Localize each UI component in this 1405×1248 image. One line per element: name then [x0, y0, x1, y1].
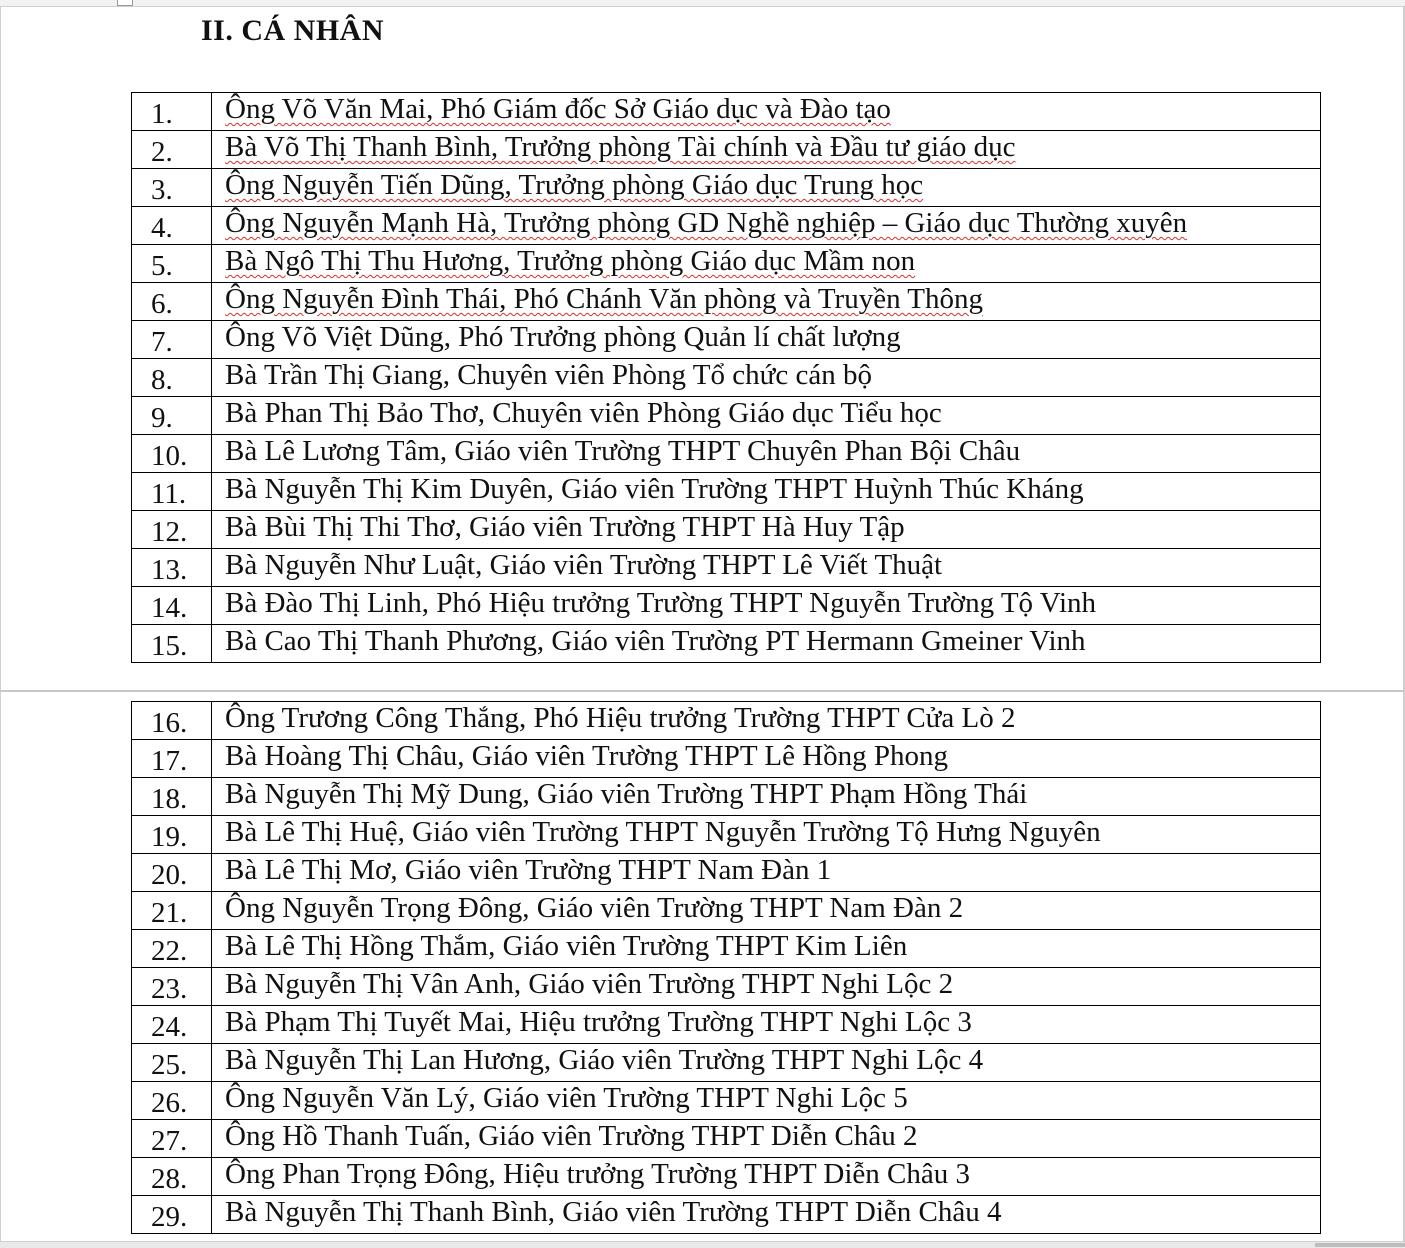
row-number: 1. — [132, 93, 212, 131]
row-number: 27. — [132, 1120, 212, 1158]
person-entry: Bà Lê Thị Mơ, Giáo viên Trường THPT Nam Đàn 1 — [212, 854, 1321, 892]
row-number: 24. — [132, 1006, 212, 1044]
row-number: 10. — [132, 435, 212, 473]
row-number: 15. — [132, 625, 212, 663]
table-row — [132, 359, 1321, 397]
table-row — [132, 740, 1321, 778]
person-entry: Bà Lê Thị Huệ, Giáo viên Trường THPT Nguyễn Trường Tộ Hưng Nguyên — [212, 816, 1321, 854]
page-top-strip — [0, 0, 1405, 7]
table-row — [132, 816, 1321, 854]
person-entry: Ông Phan Trọng Đông, Hiệu trưởng Trường THPT Diễn Châu 3 — [212, 1158, 1321, 1196]
table-row — [132, 321, 1321, 359]
person-entry: Ông Nguyễn Đình Thái, Phó Chánh Văn phòng và Truyền Thông — [212, 283, 1321, 321]
table-row — [132, 892, 1321, 930]
page-left-edge — [0, 6, 1, 1247]
table-row — [132, 93, 1321, 131]
table-row — [132, 397, 1321, 435]
row-number: 5. — [132, 245, 212, 283]
row-number: 6. — [132, 283, 212, 321]
table-row — [132, 778, 1321, 816]
person-entry: Bà Võ Thị Thanh Bình, Trưởng phòng Tài chính và Đầu tư giáo dục — [212, 131, 1321, 169]
table-row — [132, 207, 1321, 245]
table-row — [132, 930, 1321, 968]
row-number: 9. — [132, 397, 212, 435]
person-entry: Bà Bùi Thị Thi Thơ, Giáo viên Trường THPT Hà Huy Tập — [212, 511, 1321, 549]
row-number: 22. — [132, 930, 212, 968]
person-entry: Bà Lê Thị Hồng Thắm, Giáo viên Trường THPT Kim Liên — [212, 930, 1321, 968]
horizontal-scroll-thumb[interactable] — [1315, 1243, 1405, 1247]
table-row — [132, 625, 1321, 663]
row-number: 2. — [132, 131, 212, 169]
row-number: 4. — [132, 207, 212, 245]
page-break — [0, 690, 1405, 692]
person-entry: Ông Võ Việt Dũng, Phó Trưởng phòng Quản lí chất lượng — [212, 321, 1321, 359]
table-row — [132, 587, 1321, 625]
person-entry: Ông Nguyễn Văn Lý, Giáo viên Trường THPT Nghi Lộc 5 — [212, 1082, 1321, 1120]
row-number: 11. — [132, 473, 212, 511]
row-number: 8. — [132, 359, 212, 397]
row-number: 21. — [132, 892, 212, 930]
page-corner-marker — [117, 0, 133, 6]
person-entry: Bà Phan Thị Bảo Thơ, Chuyên viên Phòng Giáo dục Tiểu học — [212, 397, 1321, 435]
table-row — [132, 854, 1321, 892]
person-entry: Bà Nguyễn Thị Vân Anh, Giáo viên Trường THPT Nghi Lộc 2 — [212, 968, 1321, 1006]
person-entry: Bà Nguyễn Thị Mỹ Dung, Giáo viên Trường THPT Phạm Hồng Thái — [212, 778, 1321, 816]
row-number: 18. — [132, 778, 212, 816]
person-entry: Ông Nguyễn Trọng Đông, Giáo viên Trường THPT Nam Đàn 2 — [212, 892, 1321, 930]
individuals-table-page-2 — [131, 701, 1321, 1234]
table-row — [132, 473, 1321, 511]
table-row — [132, 1082, 1321, 1120]
row-number: 25. — [132, 1044, 212, 1082]
row-number: 29. — [132, 1196, 212, 1234]
person-entry: Ông Võ Văn Mai, Phó Giám đốc Sở Giáo dục và Đào tạo — [212, 93, 1321, 131]
person-entry: Bà Đào Thị Linh, Phó Hiệu trưởng Trường THPT Nguyễn Trường Tộ Vinh — [212, 587, 1321, 625]
table-row — [132, 1006, 1321, 1044]
person-entry: Ông Nguyễn Mạnh Hà, Trưởng phòng GD Nghề nghiệp – Giáo dục Thường xuyên — [212, 207, 1321, 245]
person-entry: Bà Hoàng Thị Châu, Giáo viên Trường THPT Lê Hồng Phong — [212, 740, 1321, 778]
individuals-table-body — [132, 702, 1321, 1234]
row-number: 3. — [132, 169, 212, 207]
row-number: 19. — [132, 816, 212, 854]
table-row — [132, 1158, 1321, 1196]
row-number: 7. — [132, 321, 212, 359]
person-entry: Bà Trần Thị Giang, Chuyên viên Phòng Tổ chức cán bộ — [212, 359, 1321, 397]
person-entry: Bà Ngô Thị Thu Hương, Trưởng phòng Giáo dục Mầm non — [212, 245, 1321, 283]
row-number: 14. — [132, 587, 212, 625]
table-row — [132, 968, 1321, 1006]
person-entry: Ông Nguyễn Tiến Dũng, Trưởng phòng Giáo dục Trung học — [212, 169, 1321, 207]
person-entry: Bà Nguyễn Như Luật, Giáo viên Trường THPT Lê Viết Thuật — [212, 549, 1321, 587]
row-number: 23. — [132, 968, 212, 1006]
row-number: 12. — [132, 511, 212, 549]
table-row — [132, 511, 1321, 549]
section-heading: II. CÁ NHÂN — [201, 14, 385, 47]
person-entry: Bà Nguyễn Thị Lan Hương, Giáo viên Trường THPT Nghi Lộc 4 — [212, 1044, 1321, 1082]
row-number: 28. — [132, 1158, 212, 1196]
individuals-table-body — [132, 93, 1321, 663]
row-number: 20. — [132, 854, 212, 892]
person-entry: Bà Lê Lương Tâm, Giáo viên Trường THPT Chuyên Phan Bội Châu — [212, 435, 1321, 473]
table-row — [132, 1196, 1321, 1234]
person-entry: Bà Nguyễn Thị Kim Duyên, Giáo viên Trường THPT Huỳnh Thúc Kháng — [212, 473, 1321, 511]
table-row — [132, 435, 1321, 473]
table-row — [132, 1120, 1321, 1158]
table-row — [132, 283, 1321, 321]
person-entry: Ông Hồ Thanh Tuấn, Giáo viên Trường THPT Diễn Châu 2 — [212, 1120, 1321, 1158]
row-number: 26. — [132, 1082, 212, 1120]
table-row — [132, 1044, 1321, 1082]
row-number: 16. — [132, 702, 212, 740]
row-number: 17. — [132, 740, 212, 778]
person-entry: Bà Nguyễn Thị Thanh Bình, Giáo viên Trường THPT Diễn Châu 4 — [212, 1196, 1321, 1234]
table-row — [132, 131, 1321, 169]
table-row — [132, 549, 1321, 587]
individuals-table-page-1 — [131, 92, 1321, 663]
table-row — [132, 169, 1321, 207]
person-entry: Bà Phạm Thị Tuyết Mai, Hiệu trưởng Trường THPT Nghi Lộc 3 — [212, 1006, 1321, 1044]
table-row — [132, 245, 1321, 283]
table-row — [132, 702, 1321, 740]
person-entry: Ông Trương Công Thắng, Phó Hiệu trưởng Trường THPT Cửa Lò 2 — [212, 702, 1321, 740]
person-entry: Bà Cao Thị Thanh Phương, Giáo viên Trường PT Hermann Gmeiner Vinh — [212, 625, 1321, 663]
row-number: 13. — [132, 549, 212, 587]
